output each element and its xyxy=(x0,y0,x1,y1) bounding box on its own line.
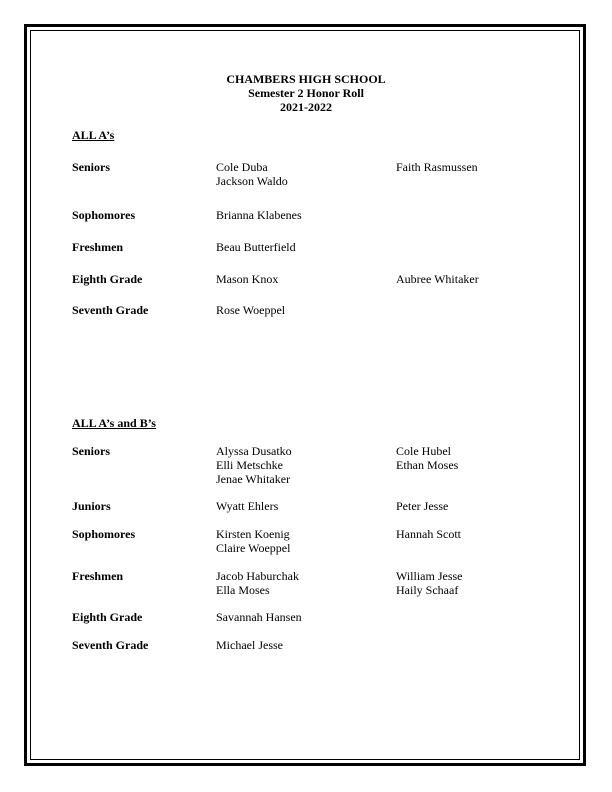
names-col1 xyxy=(216,527,396,555)
names-col2 xyxy=(396,272,556,286)
student-name: Hannah Scott xyxy=(396,527,461,541)
grade-label: Seventh Grade xyxy=(72,638,149,652)
student-name: Wyatt Ehlers xyxy=(216,499,279,513)
student-name: Beau Butterfield xyxy=(216,240,296,254)
student-name: Cole Hubel xyxy=(396,444,451,458)
names-col1 xyxy=(216,303,396,317)
student-name: Peter Jesse xyxy=(396,499,449,513)
section-title-all-as: ALL A’s xyxy=(72,128,115,142)
names-col1 xyxy=(216,208,396,222)
student-name: Michael Jesse xyxy=(216,638,283,652)
student-name: Kirsten Koenig xyxy=(216,527,290,541)
grade-label: Freshmen xyxy=(72,240,124,254)
names-col1 xyxy=(216,610,396,624)
grade-label: Sophomores xyxy=(72,527,136,541)
names-col2 xyxy=(396,527,556,541)
honor-roll-subtitle: Semester 2 Honor Roll xyxy=(248,86,364,100)
section-title-all-as-and-bs: ALL A’s and B’s xyxy=(72,416,156,430)
student-name: Jacob Haburchak xyxy=(216,569,299,583)
school-year: 2021-2022 xyxy=(280,100,332,114)
names-col1 xyxy=(216,240,396,254)
grade-label: Eighth Grade xyxy=(72,610,143,624)
student-name: Claire Woeppel xyxy=(216,541,291,555)
student-name: Faith Rasmussen xyxy=(396,160,478,174)
student-name: William Jesse xyxy=(396,569,463,583)
grade-label: Sophomores xyxy=(72,208,136,222)
grade-label: Seventh Grade xyxy=(72,303,149,317)
names-col1 xyxy=(216,638,396,652)
names-col1 xyxy=(216,160,396,188)
names-col1 xyxy=(216,569,396,597)
student-name: Mason Knox xyxy=(216,272,279,286)
student-name: Rose Woeppel xyxy=(216,303,286,317)
names-col1 xyxy=(216,444,396,486)
names-col1 xyxy=(216,272,396,286)
names-col2 xyxy=(396,569,556,597)
grade-label: Eighth Grade xyxy=(72,272,143,286)
grade-label: Freshmen xyxy=(72,569,124,583)
names-col2 xyxy=(396,444,556,472)
student-name: Jackson Waldo xyxy=(216,174,288,188)
student-name: Elli Metschke xyxy=(216,458,283,472)
grade-label: Seniors xyxy=(72,160,111,174)
grade-label: Juniors xyxy=(72,499,111,513)
student-name: Jenae Whitaker xyxy=(216,472,291,486)
student-name: Ella Moses xyxy=(216,583,270,597)
student-name: Ethan Moses xyxy=(396,458,459,472)
student-name: Aubree Whitaker xyxy=(396,272,479,286)
student-name: Cole Duba xyxy=(216,160,268,174)
names-col2 xyxy=(396,499,556,513)
student-name: Haily Schaaf xyxy=(396,583,459,597)
names-col1 xyxy=(216,499,396,513)
student-name: Alyssa Dusatko xyxy=(216,444,292,458)
header xyxy=(0,72,612,114)
school-name: CHAMBERS HIGH SCHOOL xyxy=(226,72,386,86)
student-name: Savannah Hansen xyxy=(216,610,302,624)
grade-label: Seniors xyxy=(72,444,111,458)
names-col2 xyxy=(396,160,556,174)
student-name: Brianna Klabenes xyxy=(216,208,302,222)
